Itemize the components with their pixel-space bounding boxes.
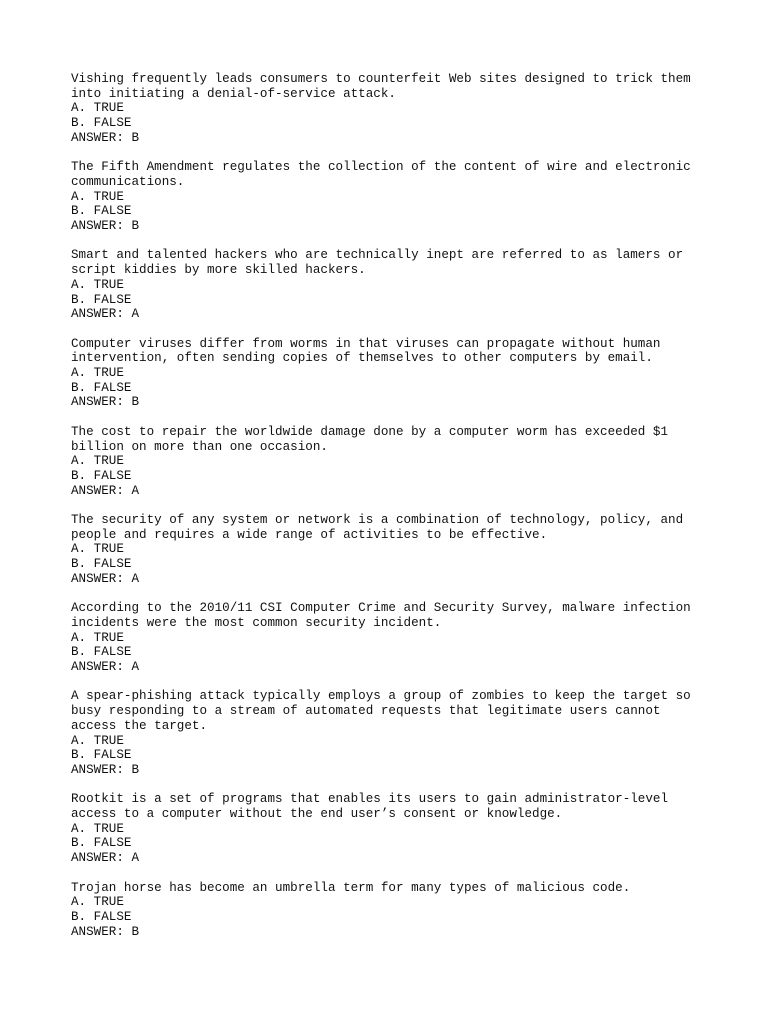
- question-4: [71, 337, 711, 411]
- option-b: B. FALSE: [71, 557, 132, 572]
- option-b: B. FALSE: [71, 748, 132, 763]
- question-7: [71, 601, 711, 675]
- option-a: A. TRUE: [71, 277, 124, 292]
- answer-line: ANSWER: A: [71, 307, 140, 322]
- answer-line: ANSWER: A: [71, 483, 140, 498]
- option-a: A. TRUE: [71, 821, 124, 836]
- answer-line: ANSWER: B: [71, 219, 140, 234]
- question-2: [71, 160, 711, 234]
- option-a: A. TRUE: [71, 542, 124, 557]
- question-stem: Smart and talented hackers who are technically inept are referred to as lamers or script kiddies by more skilled hackers.: [71, 248, 684, 278]
- answer-line: ANSWER: B: [71, 130, 140, 145]
- option-b: B. FALSE: [71, 204, 132, 219]
- option-b: B. FALSE: [71, 836, 132, 851]
- option-b: B. FALSE: [71, 292, 132, 307]
- option-b: B. FALSE: [71, 116, 132, 131]
- option-a: A. TRUE: [71, 630, 124, 645]
- option-a: A. TRUE: [71, 454, 124, 469]
- question-1: [71, 72, 711, 146]
- question-stem: The cost to repair the worldwide damage done by a computer worm has exceeded $1 billion on more than one occasion.: [71, 424, 669, 454]
- question-stem: A spear-phishing attack typically employs a group of zombies to keep the target so busy responding to a stream of automated requests that legitimate users cannot access the target.: [71, 689, 691, 733]
- answer-line: ANSWER: A: [71, 660, 140, 675]
- document-page: [71, 72, 711, 954]
- answer-line: ANSWER: A: [71, 851, 140, 866]
- question-5: [71, 425, 711, 499]
- question-stem: Trojan horse has become an umbrella term for many types of malicious code.: [71, 880, 631, 895]
- answer-line: ANSWER: B: [71, 395, 140, 410]
- answer-line: ANSWER: B: [71, 762, 140, 777]
- option-a: A. TRUE: [71, 733, 124, 748]
- option-b: B. FALSE: [71, 645, 132, 660]
- answer-line: ANSWER: B: [71, 924, 140, 939]
- option-b: B. FALSE: [71, 468, 132, 483]
- question-stem: Rootkit is a set of programs that enables its users to gain administrator-level access to a computer without the end user’s consent or knowledge.: [71, 792, 669, 822]
- question-stem: Computer viruses differ from worms in that viruses can propagate without human intervention, often sending copies of themselves to other computers by email.: [71, 336, 661, 366]
- answer-line: ANSWER: A: [71, 571, 140, 586]
- option-b: B. FALSE: [71, 380, 132, 395]
- option-a: A. TRUE: [71, 895, 124, 910]
- question-stem: The Fifth Amendment regulates the collection of the content of wire and electronic communications.: [71, 160, 691, 189]
- question-stem: The security of any system or network is a combination of technology, policy, and people and requires a wide range of activities to be effective.: [71, 513, 684, 542]
- option-a: A. TRUE: [71, 101, 124, 116]
- question-stem: Vishing frequently leads consumers to counterfeit Web sites designed to trick them into initiating a denial-of-service attack.: [71, 72, 691, 101]
- option-b: B. FALSE: [71, 909, 132, 924]
- option-a: A. TRUE: [71, 189, 124, 204]
- question-9: [71, 792, 711, 866]
- option-a: A. TRUE: [71, 366, 124, 381]
- question-6: [71, 513, 711, 587]
- question-3: [71, 248, 711, 322]
- question-8: [71, 689, 711, 777]
- question-10: [71, 881, 711, 940]
- question-stem: According to the 2010/11 CSI Computer Crime and Security Survey, malware infection incidents were the most common security incident.: [71, 601, 691, 630]
